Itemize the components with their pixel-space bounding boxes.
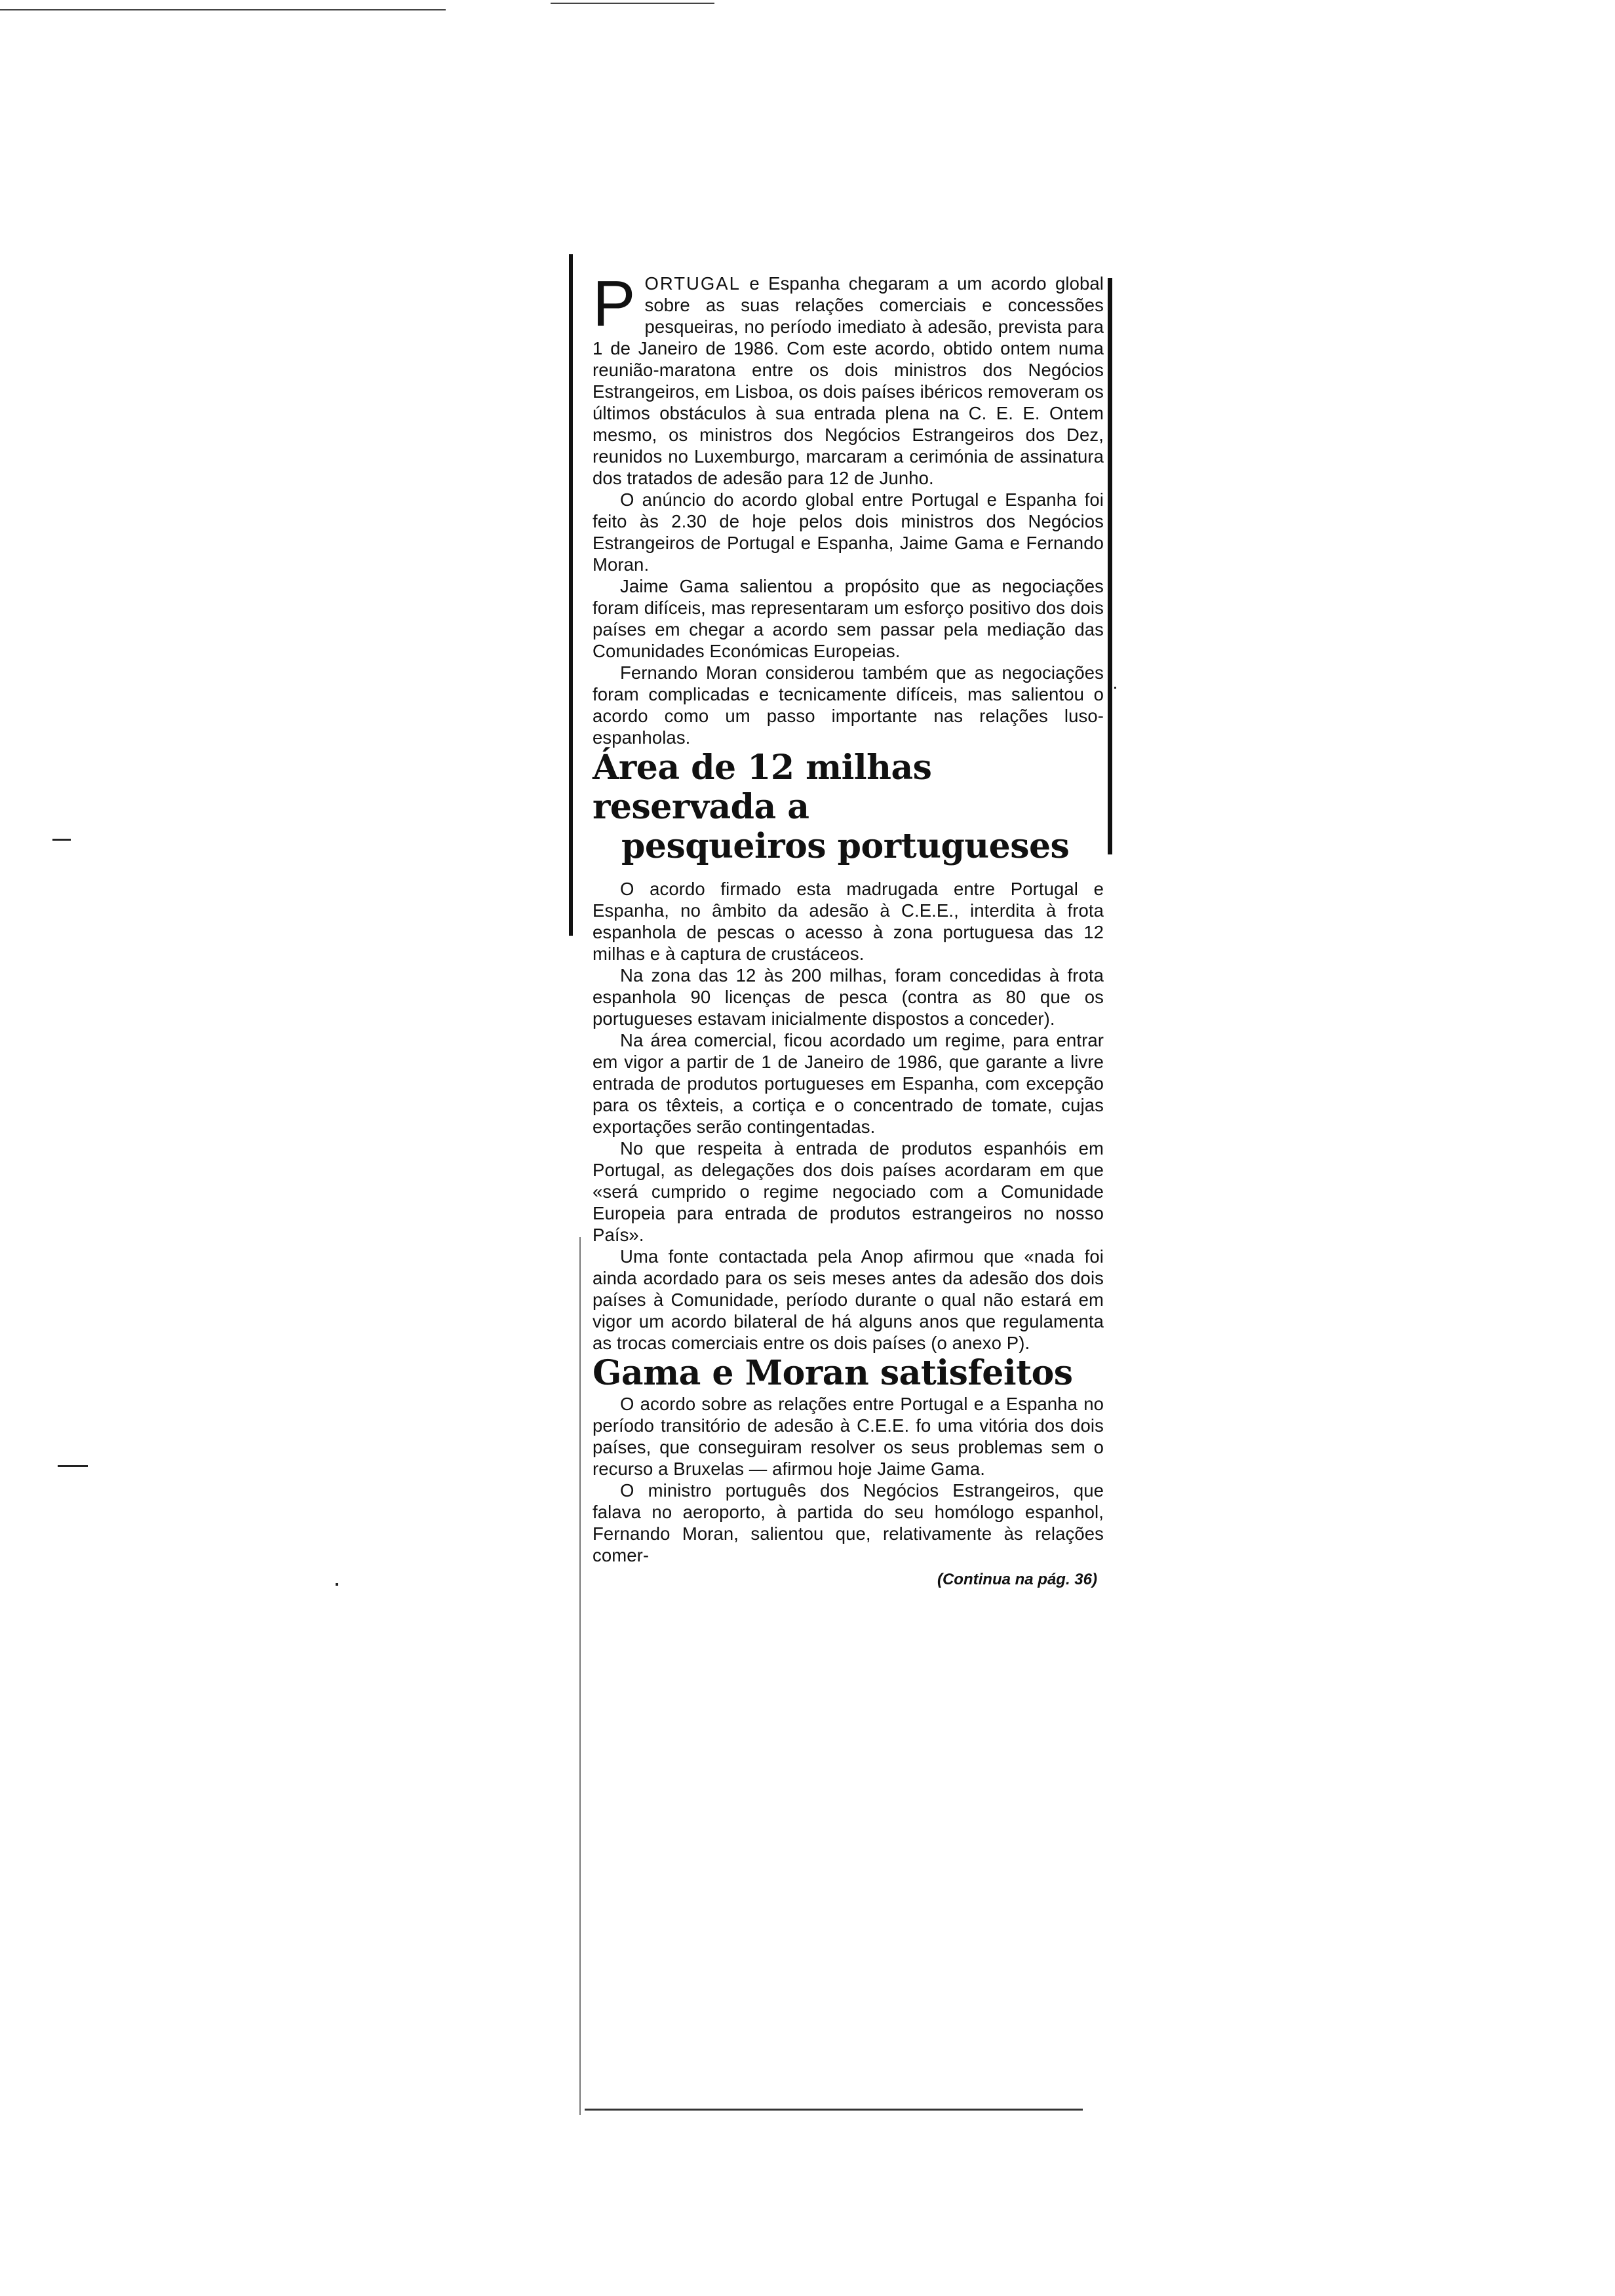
column-rule-bottom	[585, 2109, 1083, 2111]
scan-speck	[52, 839, 71, 841]
continuation-note: (Continua na pág. 36)	[937, 1571, 1097, 1588]
scan-edge-line	[0, 9, 446, 10]
lead-caps: ORTUGAL	[644, 273, 741, 294]
intro-paragraph: Jaime Gama salientou a propósito que as negociações foram difíceis, mas representaram um esforço positivo dos dois países em chegar a acordo sem passar pela mediação das Comunidades Económicas Europeias.	[593, 576, 1104, 661]
intro-paragraph: Fernando Moran considerou também que as negociações foram complicadas e tecnicamente difíceis, mas salientou o acordo como um passo importante nas relações luso-espanholas.	[593, 662, 1104, 748]
section-heading	[593, 748, 1104, 866]
drop-cap: P	[593, 267, 636, 339]
intro-paragraph: O anúncio do acordo global entre Portugal e Espanha foi feito às 2.30 de hoje pelos dois ministros dos Negócios Estrangeiros de Portugal e Espanha, Jaime Gama e Fernando Moran.	[593, 489, 1104, 575]
scan-speck	[1114, 687, 1116, 689]
lead-text: e Espanha chegaram a um acordo global sobre as suas relações comerciais e concessões pesqueiras, no período imediato à adesão, prevista para 1 de Janeiro de 1986. Com este acordo, obtido ontem numa reunião-maratona entre os dois ministros dos Negócios Estrangeiros, em Lisboa, os dois países ibéricos removeram os últimos obstáculos à sua entrada plena na C. E. E. Ontem mesmo, os ministros dos Negócios Estrangeiros dos Dez, reunidos no Luxemburgo, marcaram a cerimónia de assinatura dos tratados de adesão para 12 de Junho.	[593, 273, 1104, 488]
scan-speck	[58, 1465, 88, 1467]
section-body	[593, 878, 1104, 1354]
scan-speck	[336, 1583, 338, 1586]
section-paragraph: Na área comercial, ficou acordado um regime, para entrar em vigor a partir de 1 de Janeiro de 1986, que garante a livre entrada de produtos portugueses em Espanha, com excepção para os têxteis, a cortiça e o concentrado de tomate, cujas exportações serão contingentadas.	[593, 1030, 1104, 1137]
lead-paragraph	[593, 267, 1104, 489]
section-paragraph: O acordo firmado esta madrugada entre Portugal e Espanha, no âmbito da adesão à C.E.E., interdita à frota espanhola de pescas o acesso à zona portuguesa das 12 milhas e à captura de crustáceos.	[593, 879, 1104, 964]
section-heading-line: Área de 12 milhas reservada a	[593, 748, 932, 827]
newspaper-clipping	[569, 254, 1114, 2115]
article-column	[593, 267, 1104, 1590]
section-paragraph: O ministro português dos Negócios Estrangeiros, que falava no aeroporto, à partida do seu homólogo espanhol, Fernando Moran, salientou que, relativamente às relações comer-	[593, 1480, 1104, 1565]
section-paragraph: No que respeita à entrada de produtos espanhóis em Portugal, as delegações dos dois países acordaram em que «será cumprido o regime negociado com a Comunidade Europeia para entrada de produtos estrangeiros no nosso País».	[593, 1138, 1104, 1245]
scan-edge-line	[551, 3, 714, 4]
section-paragraph: Uma fonte contactada pela Anop afirmou que «nada foi ainda acordado para os seis meses antes da adesão dos dois países à Comunidade, período durante o qual não estará em vigor um acordo bilateral de há alguns anos que regulamenta as trocas comerciais entre os dois países (o anexo P).	[593, 1246, 1104, 1353]
section-heading-line: pesqueiros portugueses	[621, 826, 1070, 866]
section-heading: Gama e Moran satisfeitos	[593, 1353, 1073, 1393]
column-rule-left	[569, 254, 573, 936]
section-paragraph: Na zona das 12 às 200 milhas, foram concedidas à frota espanhola 90 licenças de pesca (contra as 80 que os portugueses estavam inicialmente dispostos a conceder).	[593, 965, 1104, 1029]
column-rule-left	[579, 1237, 581, 2115]
column-rule-right	[1108, 278, 1112, 854]
section-body	[593, 1393, 1104, 1566]
section-paragraph: O acordo sobre as relações entre Portugal e a Espanha no período transitório de adesão à C.E.E. fo uma vitória dos dois países, que conseguiram resolver os seus problemas sem o recurso a Bruxelas — afirmou hoje Jaime Gama.	[593, 1394, 1104, 1479]
